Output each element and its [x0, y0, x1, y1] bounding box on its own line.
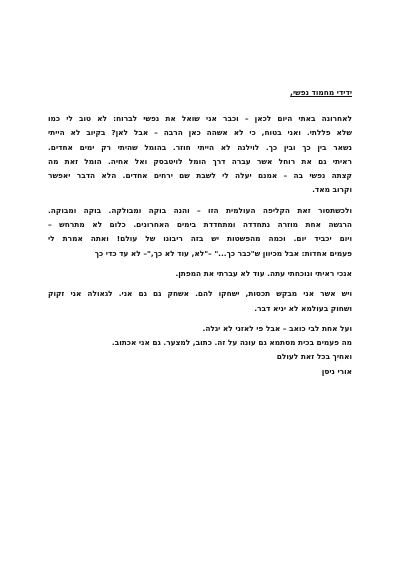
paragraph-2: [48, 204, 352, 261]
text-line: ראיתי גם את רוחל אשר עברה דרך הומל לויטבסק ואל אחיה. הומל זאת מה: [48, 156, 352, 166]
text-line: ולכשתסור זאת הקליפה העולמית הזו – והנה בוקה ומבולקה. בוקה ומבוקה.: [48, 205, 352, 215]
text-line: ויש אשר אני מבקש תכסות, ישחקו להם. אשחק גם גם אני. לגאולה אני זקוק: [48, 289, 352, 299]
text-line: נשאר בין כך ובין כך. לוילנה לא הייתי חוזר. בהומל שהיתי רק ימים אחדים.: [48, 142, 352, 152]
paragraph-3: [48, 267, 352, 281]
text-line: ועל אחת לבי כואב – אבל פי לאזני לא יגלה.: [202, 323, 352, 333]
letter-closing: [48, 322, 352, 379]
text-line: הרגשה אחת מוזרה נתחדדה ומתחדדת בימים האחרונים. כלום לא מתרחש –: [48, 220, 352, 230]
text-line: וקרוב מאד.: [312, 185, 352, 195]
text-line: אנכי ראיתי ונוכחתי עתה. עוד לא עברתי את המפתן.: [175, 268, 352, 278]
letter-body: [48, 86, 352, 379]
text-line: קצתה נפשי בה – אמנם יעלה לי לשבת שם ירחים אחדים. הלא הדבר יאפשר: [48, 171, 352, 181]
text-line: שלא פללתי. ואני בטוח, כי לא אשהה כאן הרבה – אבל לאן? בקיוב לא הייתי: [48, 128, 352, 138]
letter-salutation: ידידי מחמוד נפשי,: [290, 88, 352, 97]
signature-name: אורי ניסן: [321, 366, 352, 376]
paragraph-1: [48, 112, 352, 198]
text-line: ואחיך בכל זאת לעולם: [276, 352, 352, 362]
text-line: לאחרונה באתי היום לכאן – וכבר אני שואל את נפשי לברוח: לא טוב לי כמו: [48, 114, 352, 123]
text-line: פעמים אחדות: אבל מכיוון ש"כבר כך..." –"לא, עוד לא כך,"– לא עד כדי כך: [94, 248, 352, 258]
paragraph-4: [48, 287, 352, 316]
text-line: מה פעמים בכית מסתמא גם עונה על זה. כתוב, למצער. גם אני אכתוב.: [111, 338, 352, 348]
text-line: ויום יכביד יום. וכמה מהפשטות יש בזה ריבונו של עולם! ואתה אמרת לי: [48, 234, 352, 244]
text-line: ושחוק בעולמא לא יניא דבר.: [254, 303, 352, 313]
